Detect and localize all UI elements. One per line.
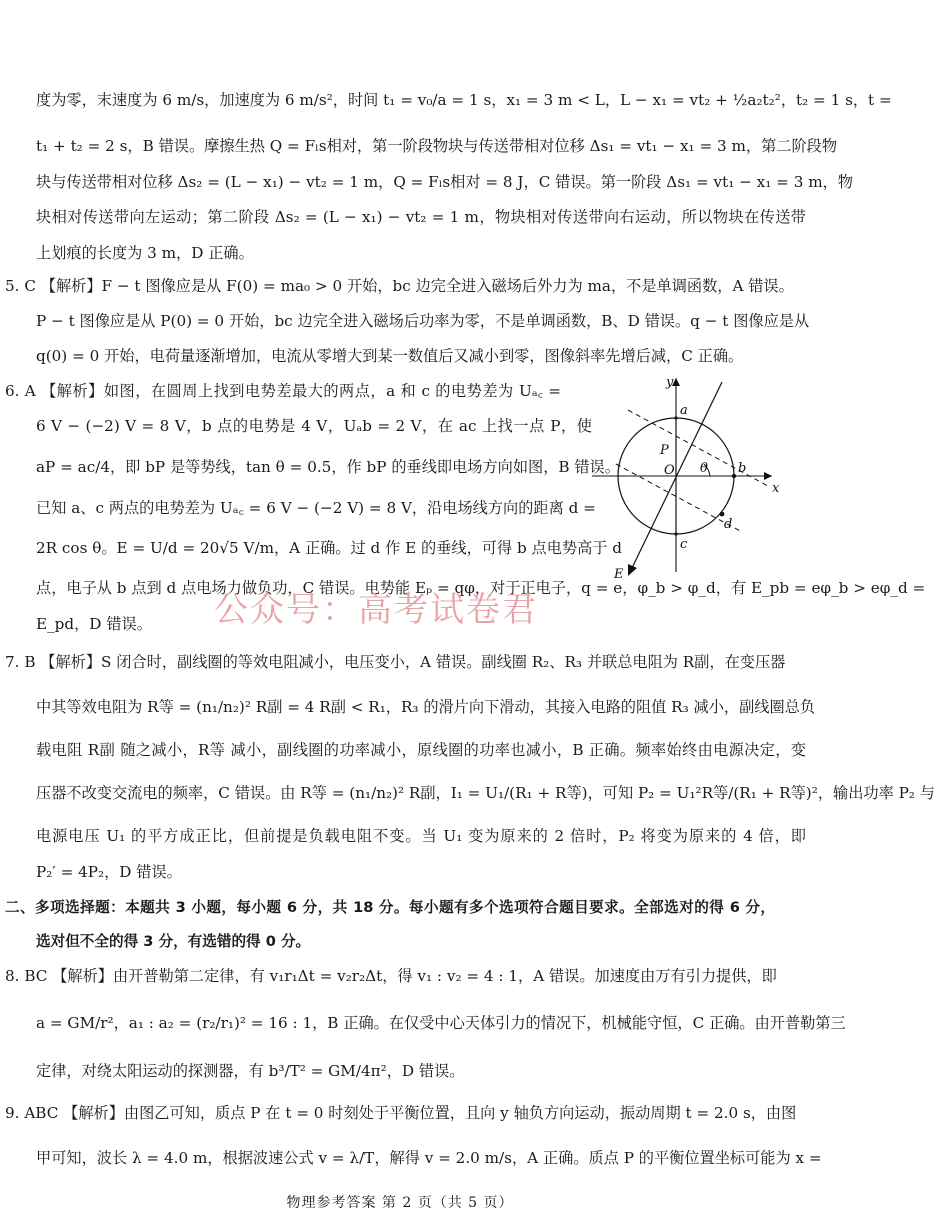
label-theta: θ	[700, 461, 708, 476]
text-line: 6. A 【解析】如图，在圆周上找到电势差最大的两点，a 和 c 的电势差为 Uₐ꜀ =	[5, 382, 561, 400]
watermark: 公众号：高考试卷君	[214, 590, 538, 630]
text-line: 载电阻 R副 随之减小，R等 减小，副线圈的功率减小，原线圈的功率也减小，B 正确。频率始终由电源决定，变	[36, 741, 806, 759]
label-a: a	[680, 403, 688, 418]
label-e: E	[614, 567, 624, 582]
label-x: x	[772, 481, 780, 496]
text-line: a = GM/r²，a₁ : a₂ = (r₂/r₁)² = 16 : 1，B 正确。在仅受中心天体引力的情况下，机械能守恒，C 正确。由开普勒第三	[36, 1014, 846, 1032]
text-line: 7. B 【解析】S 闭合时，副线圈的等效电阻减小，电压变小，A 错误。副线圈 R₂、R₃ 并联总电阻为 R副，在变压器	[5, 653, 786, 671]
text-line: 9. ABC 【解析】由图乙可知，质点 P 在 t = 0 时刻处于平衡位置，且向 y 轴负方向运动，振动周期 t = 2.0 s，由图	[5, 1104, 797, 1122]
text-line: 块相对传送带向左运动；第二阶段 Δs₂ = (L − x₁) − vt₂ = 1 m，物块相对传送带向右运动，所以物块在传送带	[36, 208, 806, 226]
field-line	[632, 382, 722, 568]
text-line: q(0) = 0 开始，电荷量逐渐增加，电流从零增大到某一数值后又减小到零，图像斜率先增后减，C 正确。	[36, 347, 744, 365]
text-line: 5. C 【解析】F − t 图像应是从 F(0) = ma₀ > 0 开始，bc 边完全进入磁场后外力为 ma，不是单调函数，A 错误。	[5, 277, 794, 295]
text-line: 上划痕的长度为 3 m，D 正确。	[36, 244, 254, 262]
text-line: 2R cos θ。E = U/d = 20√5 V/m，A 正确。过 d 作 E 的垂线，可得 b 点电势高于 d	[36, 539, 623, 557]
text-line: E_pd，D 错误。	[36, 615, 152, 633]
text-line: 定律，对绕太阳运动的探测器，有 b³/T² = GM/4π²，D 错误。	[36, 1062, 465, 1080]
page-footer: 物理参考答案 第 2 页（共 5 页）	[286, 1195, 514, 1211]
label-c: c	[680, 537, 688, 552]
text-line: 中其等效电阻为 R等 = (n₁/n₂)² R副 = 4 R副 < R₁，R₃ 的滑片向下滑动，其接入电路的阻值 R₃ 减小，副线圈总负	[36, 698, 816, 716]
text-line: 度为零，末速度为 6 m/s，加速度为 6 m/s²，时间 t₁ = v₀/a = 1 s，x₁ = 3 m < L，L − x₁ = vt₂ + ½a₂t₂²，t₂ = 1 s，t =	[36, 91, 892, 109]
text-line: 6 V − (−2) V = 8 V，b 点的电势是 4 V，Uₐb = 2 V，在 ac 上找一点 P，使	[36, 417, 592, 435]
label-y: y	[666, 375, 674, 390]
label-d: d	[724, 517, 733, 532]
label-o: O	[664, 463, 675, 478]
label-p: P	[660, 443, 669, 458]
point-a	[674, 416, 677, 419]
x-axis-arrow	[764, 472, 772, 480]
point-c	[674, 532, 677, 535]
point-d	[720, 512, 725, 517]
point-b	[732, 474, 736, 478]
equipotential-line-upper	[628, 410, 768, 486]
text-line: 二、多项选择题：本题共 3 小题，每小题 6 分，共 18 分。每小题有多个选项符合题目要求。全部选对的得 6 分，	[5, 899, 775, 916]
text-line: P − t 图像应是从 P(0) = 0 开始，bc 边完全进入磁场后功率为零，不是单调函数，B、D 错误。q − t 图像应是从	[36, 312, 810, 330]
text-line: 已知 a、c 两点的电势差为 Uₐ꜀ = 6 V − (−2 V) = 8 V，沿电场线方向的距离 d =	[36, 499, 596, 517]
text-line: t₁ + t₂ = 2 s，B 错误。摩擦生热 Q = Fₗs相对，第一阶段物块与传送带相对位移 Δs₁ = vt₁ − x₁ = 3 m，第二阶段物	[36, 137, 838, 155]
text-line: 点，电子从 b 点到 d 点电场力做负功，C 错误。电势能 Eₚ = qφ，对于正电子，q = e，φ_b > φ_d，有 E_pb = eφ_b > eφ_d =	[36, 579, 926, 597]
text-line: 电源电压 U₁ 的平方成正比，但前提是负载电阻不变。当 U₁ 变为原来的 2 倍时，P₂ 将变为原来的 4 倍，即	[36, 827, 806, 845]
electric-field-figure	[592, 372, 788, 582]
text-line: 甲可知，波长 λ = 4.0 m，根据波速公式 v = λ/T，解得 v = 2.0 m/s，A 正确。质点 P 的平衡位置坐标可能为 x =	[36, 1149, 822, 1167]
text-line: 选对但不全的得 3 分，有选错的得 0 分。	[36, 933, 311, 950]
label-b: b	[738, 461, 747, 476]
text-line: P₂′ = 4P₂，D 错误。	[36, 863, 182, 881]
text-line: aP = ac/4，即 bP 是等势线，tan θ = 0.5，作 bP 的垂线即电场方向如图，B 错误。	[36, 458, 620, 476]
text-line: 8. BC 【解析】由开普勒第二定律，有 v₁r₁Δt = v₂r₂Δt，得 v₁ : v₂ = 4 : 1，A 错误。加速度由万有引力提供，即	[5, 967, 777, 985]
text-line: 块与传送带相对位移 Δs₂ = (L − x₁) − vt₂ = 1 m，Q = Fₗs相对 = 8 J，C 错误。第一阶段 Δs₁ = vt₁ − x₁ = 3 m，物	[36, 173, 853, 191]
text-line: 压器不改变交流电的频率，C 错误。由 R等 = (n₁/n₂)² R副，I₁ = U₁/(R₁ + R等)，可知 P₂ = U₁²R等/(R₁ + R等)²，输出功率 P₂ 与	[36, 784, 935, 802]
